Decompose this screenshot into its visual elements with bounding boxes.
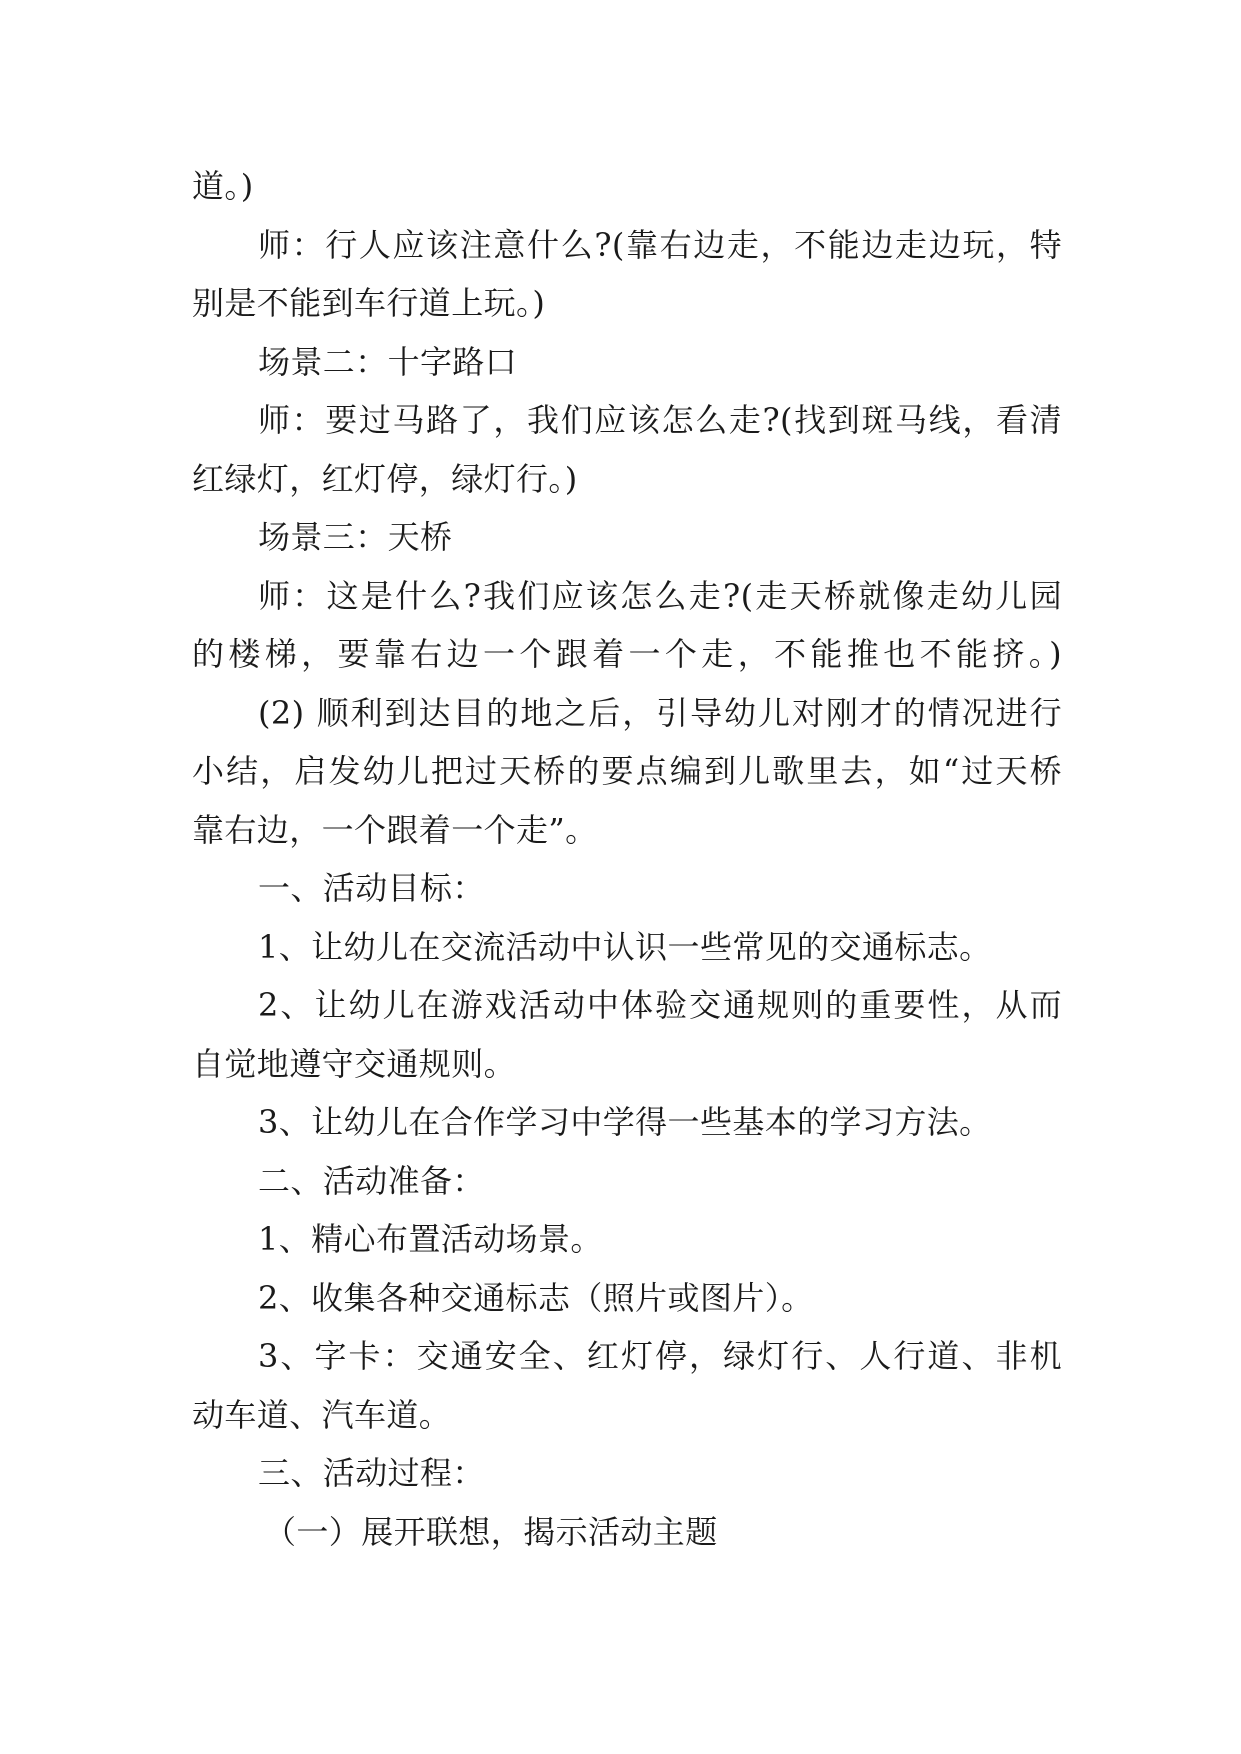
subsection-heading-1: （一）展开联想，揭示活动主题: [264, 1512, 718, 1551]
text-line-9: 的楼梯，要靠右边一个跟着一个走，不能推也不能挤。): [192, 635, 1062, 673]
text-line-19: 1、精心布置活动场景。: [258, 1220, 603, 1258]
text-line-8: 师：这是什么?我们应该怎么走?(走天桥就像走幼儿园: [258, 576, 1062, 615]
section-heading-goals: 一、活动目标：: [258, 869, 485, 907]
document-body: [192, 157, 1062, 1561]
text-line-15: 2、让幼儿在游戏活动中体验交通规则的重要性，从而: [258, 986, 1062, 1024]
text-line-3: 别是不能到车行道上玩。): [192, 284, 546, 322]
text-line-2: 师：行人应该注意什么?(靠右边走，不能边走边玩，特: [258, 225, 1062, 264]
text-line-6: 红绿灯，红灯停，绿灯行。): [192, 459, 578, 498]
text-line-10: (2) 顺利到达目的地之后，引导幼儿对刚才的情况进行: [258, 693, 1062, 732]
section-heading-scene-3: 场景三：天桥: [258, 518, 453, 556]
text-line-16: 自觉地遵守交通规则。: [192, 1044, 517, 1083]
section-heading-preparation: 二、活动准备：: [258, 1161, 485, 1200]
text-line-22: 动车道、汽车道。: [192, 1395, 452, 1434]
section-heading-process: 三、活动过程：: [258, 1454, 485, 1492]
text-line-12: 靠右边，一个跟着一个走”。: [192, 810, 598, 849]
text-line-20: 2、收集各种交通标志（照片或图片）。: [258, 1278, 814, 1317]
section-heading-scene-2: 场景二：十字路口: [258, 342, 518, 381]
text-line-5: 师：要过马路了，我们应该怎么走?(找到斑马线，看清: [258, 401, 1062, 439]
text-line-1: 道。): [192, 167, 254, 205]
text-line-21: 3、字卡：交通安全、红灯停，绿灯行、人行道、非机: [258, 1337, 1062, 1375]
text-line-14: 1、让幼儿在交流活动中认识一些常见的交通标志。: [258, 927, 992, 966]
text-line-17: 3、让幼儿在合作学习中学得一些基本的学习方法。: [258, 1103, 992, 1141]
text-line-11: 小结，启发幼儿把过天桥的要点编到儿歌里去，如“过天桥: [192, 752, 1062, 790]
